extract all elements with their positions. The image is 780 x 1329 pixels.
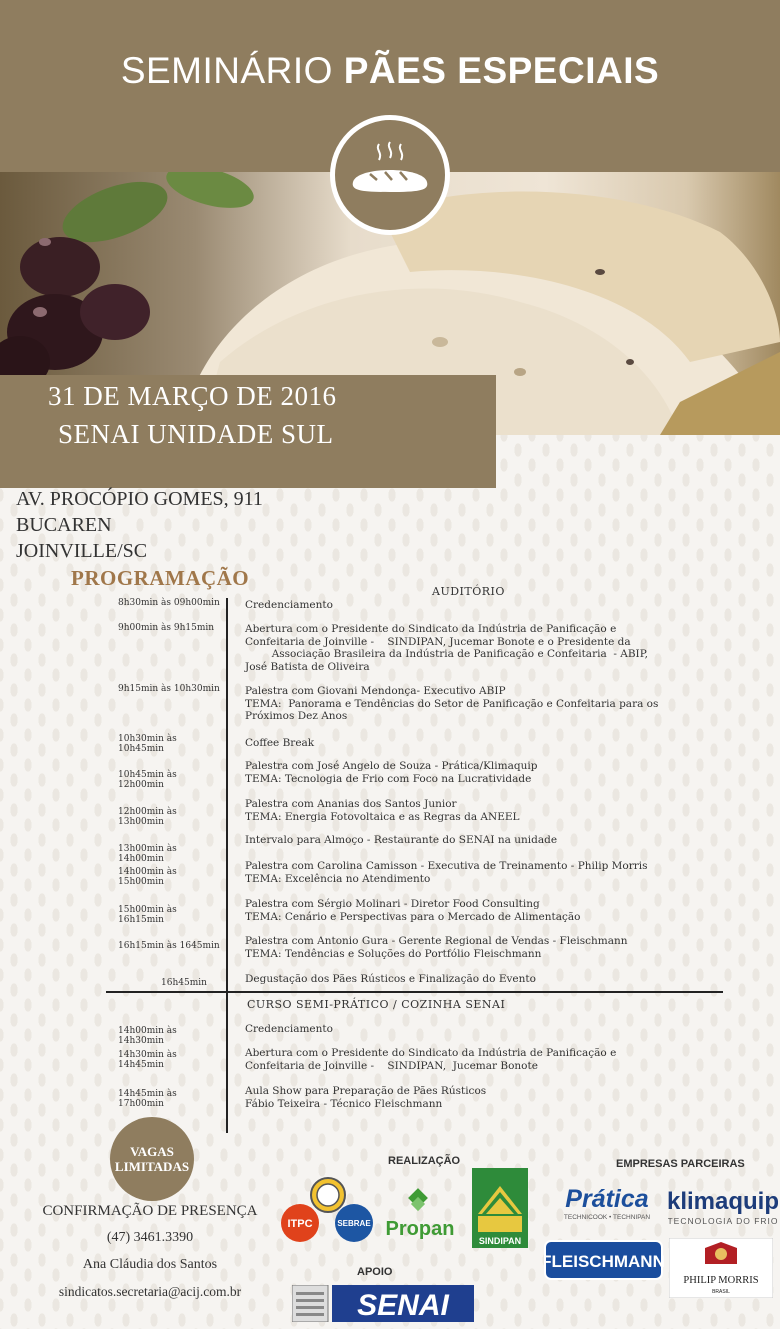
description-line: Palestra com Antonio Gura - Gerente Regional de Vendas - Fleischmann xyxy=(245,935,628,947)
propan-text: Propan xyxy=(385,1218,455,1240)
sindipan-text: SINDIPAN xyxy=(478,1236,522,1246)
time-label: 14h00min às 15h00min xyxy=(118,867,177,887)
time-label: 9h15min às 10h30min xyxy=(118,684,220,694)
auditorium-label: AUDITÓRIO xyxy=(432,585,505,598)
sindipan-logo xyxy=(472,1168,528,1248)
time-label: 9h00min às 9h15min xyxy=(118,623,215,633)
time-label: 14h00min às 14h30min xyxy=(118,1026,177,1046)
acij-itpc-sebrae-logo xyxy=(278,1175,378,1245)
schedule-description xyxy=(245,1023,715,1036)
schedule-description xyxy=(245,1085,715,1110)
schedule-description xyxy=(245,798,715,823)
schedule-description xyxy=(245,834,715,847)
pratica-subtitle: TECHNICOOK • TECHNIPAN xyxy=(563,1214,651,1221)
description-line: Associação Brasileira da Indústria de Panificação e Confeitaria - ABIP, xyxy=(245,648,648,660)
time-label: 15h00min às 16h15min xyxy=(118,905,177,925)
description-line: Aula Show para Preparação de Pães Rústicos xyxy=(245,1085,487,1097)
description-line: TEMA: Tendências e Soluções do Portfólio Fleischmann xyxy=(245,947,542,960)
philip-morris-subtitle: BRASIL xyxy=(712,1289,730,1295)
timeline-divider-course xyxy=(226,993,228,1133)
address-line-1: AV. PROCÓPIO GOMES, 911 xyxy=(16,488,263,510)
vagas-line-2: LIMITADAS xyxy=(114,1159,190,1174)
description-line: TEMA: Panorama e Tendências do Setor de Panificação e Confeitaria para os xyxy=(245,697,659,710)
contact-phone[interactable]: (47) 3461.3390 xyxy=(106,1230,194,1245)
sebrae-text: SEBRAE xyxy=(337,1219,371,1228)
address-line-2: BUCAREN xyxy=(16,514,112,536)
time-label: 12h00min às 13h00min xyxy=(118,807,177,827)
klimaquip-text: klimaquip xyxy=(668,1188,778,1215)
time-label: 16h45min xyxy=(161,978,207,988)
description-line: TEMA: Excelência no Atendimento xyxy=(245,872,431,885)
description-line: Fábio Teixeira - Técnico Fleischmann xyxy=(245,1097,443,1110)
description-line: Confeitaria de Joinville - SINDIPAN, Jucemar Bonote xyxy=(245,1059,538,1072)
fleischmann-logo xyxy=(544,1240,666,1282)
fleischmann-text: FLEISCHMANN xyxy=(544,1252,665,1271)
course-label: CURSO SEMI-PRÁTICO / COZINHA SENAI xyxy=(247,998,506,1011)
philip-morris-text: PHILIP MORRIS xyxy=(683,1275,759,1286)
confirm-label: CONFIRMAÇÃO DE PRESENÇA xyxy=(42,1203,258,1219)
description-line: TEMA: Tecnologia de Frio com Foco na Lucratividade xyxy=(245,772,532,785)
time-label: 14h30min às 14h45min xyxy=(118,1050,177,1070)
description-line: Palestra com Sérgio Molinari - Diretor Food Consulting xyxy=(245,898,540,910)
realizacao-label: REALIZAÇÃO xyxy=(388,1155,461,1167)
klimaquip-logo xyxy=(668,1183,778,1228)
description-line: Degustação dos Pães Rústicos e Finalização do Evento xyxy=(245,973,536,985)
schedule-description xyxy=(245,898,715,923)
apoio-label: APOIO xyxy=(357,1266,393,1278)
date-box xyxy=(0,375,496,488)
vagas-badge xyxy=(110,1117,194,1201)
title-light: SEMINÁRIO xyxy=(120,50,333,91)
schedule-description xyxy=(245,685,715,723)
schedule-description xyxy=(245,599,715,612)
time-label: 16h15min às 1645min xyxy=(118,941,220,951)
itpc-text: ITPC xyxy=(287,1218,313,1230)
description-line: TEMA: Cenário e Perspectivas para o Mercado de Alimentação xyxy=(245,910,581,923)
schedule-description xyxy=(245,935,715,960)
contact-email[interactable]: sindicatos.secretaria@acij.com.br xyxy=(58,1284,242,1299)
address-line-3: JOINVILLE/SC xyxy=(16,540,148,562)
bread-icon xyxy=(335,120,445,230)
vagas-line-1: VAGAS xyxy=(130,1144,174,1159)
description-line: Próximos Dez Anos xyxy=(245,710,348,722)
description-line: TEMA: Energia Fotovoltaica e as Regras da ANEEL xyxy=(245,810,520,823)
time-label: 14h45min às 17h00min xyxy=(118,1089,177,1109)
description-line: Coffee Break xyxy=(245,737,315,749)
time-label: 10h45min às 12h00min xyxy=(118,770,177,790)
description-line: Palestra com José Angelo de Souza - Prática/Klimaquip xyxy=(245,760,538,772)
senai-logo xyxy=(292,1285,474,1322)
klimaquip-subtitle: TECNOLOGIA DO FRIO xyxy=(668,1216,778,1226)
schedule-description xyxy=(245,760,715,785)
schedule-description xyxy=(245,737,715,750)
pratica-text: Prática xyxy=(565,1185,649,1213)
section-divider xyxy=(106,991,723,993)
time-label: 10h30min às 10h45min xyxy=(118,734,177,754)
event-date: 31 DE MARÇO DE 2016 xyxy=(48,381,337,411)
parceiras-label: EMPRESAS PARCEIRAS xyxy=(616,1158,745,1170)
pratica-logo xyxy=(555,1183,660,1223)
schedule-description xyxy=(245,1047,715,1072)
senai-text: SENAI xyxy=(357,1289,449,1322)
schedule-description xyxy=(245,623,715,673)
event-venue: SENAI UNIDADE SUL xyxy=(58,419,334,449)
description-line: Palestra com Giovani Mendonça- Executivo ABIP xyxy=(245,685,506,697)
schedule-description xyxy=(245,860,715,885)
propan-logo xyxy=(383,1185,458,1245)
description-line: Intervalo para Almoço - Restaurante do SENAI na unidade xyxy=(245,834,558,846)
bread-logo-circle xyxy=(330,115,450,235)
time-label: 13h00min às 14h00min xyxy=(118,844,177,864)
description-line: Palestra com Ananias dos Santos Junior xyxy=(245,798,457,810)
program-title: PROGRAMAÇÃO xyxy=(71,566,250,590)
page-title xyxy=(0,50,780,92)
description-line: Credenciamento xyxy=(245,1023,333,1035)
description-line: José Batista de Oliveira xyxy=(245,660,370,673)
time-label: 8h30min às 09h00min xyxy=(118,598,220,608)
description-line: Confeitaria de Joinville - SINDIPAN, Jucemar Bonote e o Presidente da xyxy=(245,635,631,648)
description-line: Abertura com o Presidente do Sindicato da Indústria de Panificação e xyxy=(245,623,617,635)
title-bold: PÃES ESPECIAIS xyxy=(343,50,660,91)
description-line: Abertura com o Presidente do Sindicato da Indústria de Panificação e xyxy=(245,1047,617,1059)
philip-morris-logo xyxy=(669,1238,773,1298)
contact-name: Ana Cláudia dos Santos xyxy=(82,1257,218,1272)
description-line: Palestra com Carolina Camisson - Executiva de Treinamento - Philip Morris xyxy=(245,860,648,872)
timeline-divider-auditorium xyxy=(226,598,228,993)
schedule-description xyxy=(245,973,715,986)
description-line: Credenciamento xyxy=(245,599,333,611)
